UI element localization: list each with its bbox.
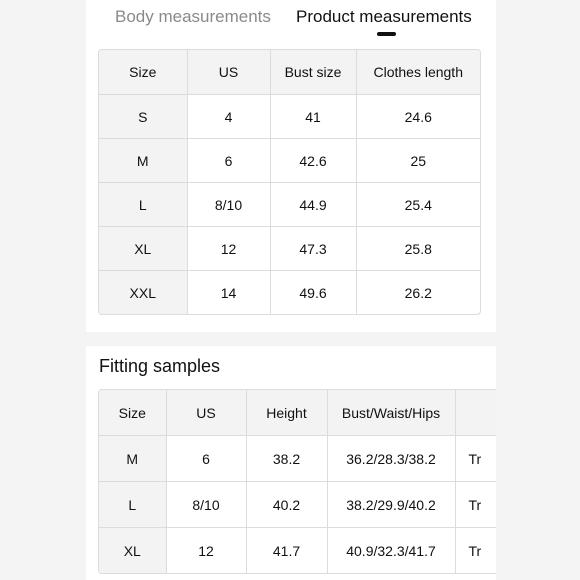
- table-row: [99, 528, 496, 574]
- bust-waist-hips-cell: 36.2/28.3/38.2: [327, 436, 455, 482]
- us-size-cell: 8/10: [187, 183, 270, 227]
- clothes-length-cell: 26.2: [356, 271, 480, 315]
- table-row: [99, 183, 480, 227]
- bust-waist-hips-cell: 40.9/32.3/41.7: [327, 528, 455, 574]
- tab-product-measurements[interactable]: Product measurements: [296, 7, 472, 26]
- header-cell: Size: [99, 50, 187, 95]
- fitting-samples-table: [99, 390, 496, 573]
- table-row: [99, 227, 480, 271]
- us-size-cell: 6: [187, 139, 270, 183]
- header-cell: Height: [246, 390, 327, 436]
- table-row: [99, 271, 480, 315]
- table-row: [99, 139, 480, 183]
- size-cell: L: [99, 482, 166, 528]
- bust-waist-hips-cell: 38.2/29.9/40.2: [327, 482, 455, 528]
- table-header-row: [99, 390, 496, 436]
- fitting-samples-table-wrapper[interactable]: [98, 389, 496, 574]
- bust-size-cell: 42.6: [270, 139, 356, 183]
- us-size-cell: 12: [166, 528, 246, 574]
- clothes-length-cell: 25: [356, 139, 480, 183]
- fitting-samples-panel: [86, 346, 496, 580]
- height-cell: 41.7: [246, 528, 327, 574]
- size-cell: L: [99, 183, 187, 227]
- clothes-length-cell: 25.4: [356, 183, 480, 227]
- header-cell: US: [187, 50, 270, 95]
- header-cell: Bust/Waist/Hips: [327, 390, 455, 436]
- size-cell: S: [99, 95, 187, 139]
- bust-size-cell: 47.3: [270, 227, 356, 271]
- bust-size-cell: 44.9: [270, 183, 356, 227]
- clothes-length-cell: 24.6: [356, 95, 480, 139]
- bust-size-cell: 41: [270, 95, 356, 139]
- truncated-cell: Tr: [455, 528, 496, 574]
- bust-size-cell: 49.6: [270, 271, 356, 315]
- section-title: Fitting samples: [99, 356, 221, 376]
- height-cell: 40.2: [246, 482, 327, 528]
- header-cell: Bust size: [270, 50, 356, 95]
- header-cell: US: [166, 390, 246, 436]
- tab-body-measurements[interactable]: Body measurements: [115, 7, 271, 26]
- product-measurements-table: [99, 50, 480, 314]
- product-measurements-table-wrapper: [98, 49, 481, 315]
- size-cell: XL: [99, 227, 187, 271]
- table-header-row: [99, 50, 480, 95]
- truncated-cell: Tr: [455, 436, 496, 482]
- size-cell: XXL: [99, 271, 187, 315]
- table-row: [99, 95, 480, 139]
- height-cell: 38.2: [246, 436, 327, 482]
- measurement-tabs: [86, 0, 496, 40]
- us-size-cell: 8/10: [166, 482, 246, 528]
- us-size-cell: 4: [187, 95, 270, 139]
- size-cell: M: [99, 436, 166, 482]
- us-size-cell: 14: [187, 271, 270, 315]
- header-cell: Size: [99, 390, 166, 436]
- header-cell: [455, 390, 496, 436]
- size-cell: XL: [99, 528, 166, 574]
- us-size-cell: 6: [166, 436, 246, 482]
- size-guide-panel: [86, 0, 496, 332]
- table-row: [99, 436, 496, 482]
- active-tab-indicator: [377, 32, 396, 36]
- size-cell: M: [99, 139, 187, 183]
- header-cell: Clothes length: [356, 50, 480, 95]
- clothes-length-cell: 25.8: [356, 227, 480, 271]
- truncated-cell: Tr: [455, 482, 496, 528]
- us-size-cell: 12: [187, 227, 270, 271]
- table-row: [99, 482, 496, 528]
